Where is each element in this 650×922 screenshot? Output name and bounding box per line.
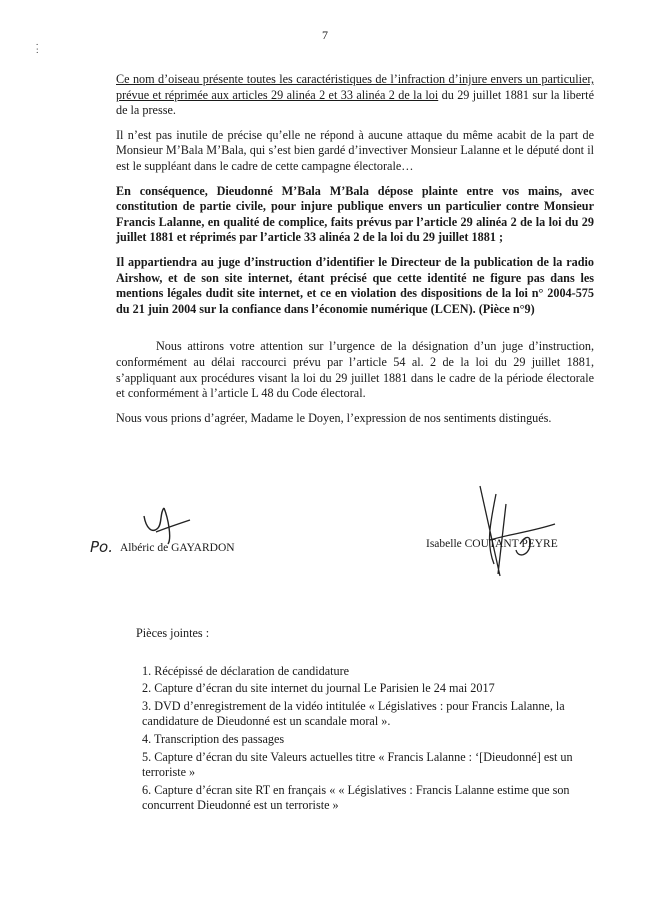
paragraph-urgency: Nous attirons votre attention sur l’urgence de la désignation d’un juge d’instruction, conformément au délai raccourci prévu par l’article 54 al. 2 de la loi du 29 juillet 1881, s’appliquant aux procédures visant la loi du 29 juillet 1881 dans le cadre de la période électorale et conformément à l’article L 48 du Code électoral. xyxy=(116,339,594,401)
po-annotation: Po. xyxy=(90,538,113,556)
attachments-list xyxy=(142,664,596,814)
signature-left-name: Albéric de GAYARDON xyxy=(120,542,235,554)
attachment-item: 3. DVD d’enregistrement de la vidéo intitulée « Législatives : pour Francis Lalanne, la candidature de Dieudonné est un scandale moral ». xyxy=(142,698,565,729)
paragraph-closing: Nous vous prions d’agréer, Madame le Doyen, l’expression de nos sentiments distingués. xyxy=(116,410,552,425)
signature-block xyxy=(0,492,650,582)
signature-right xyxy=(420,492,620,582)
signature-left-image xyxy=(138,498,198,548)
page-number: 7 xyxy=(322,28,328,42)
paragraph-no-attack: Il n’est pas inutile de précise qu’elle ne répond à aucune attaque du même acabit de la part de Monsieur M’Bala M’Bala, qui s’est bien gardé d’invectiver Monsieur Lalanne et le député dont il est le suppléant dans le cadre de cette campagne électorale… xyxy=(116,127,594,173)
signature-right-name: Isabelle COUTANT PEYRE xyxy=(426,538,558,550)
paragraph-injure-rest: du 29 juillet 1881 sur la liberté de la presse. xyxy=(116,87,594,118)
signature-left xyxy=(90,492,290,582)
paragraph-instruction: Il appartiendra au juge d’instruction d’identifier le Directeur de la publication de la radio Airshow, et de son site internet, étant précisé que cette identité ne figure pas dans les mentions légales dudit site internet, et ce en violation des dispositions de la loi n° 2004-575 du 21 juin 2004 sur la confiance dans l’économie numérique (LCEN). (Pièce n°9) xyxy=(116,254,594,316)
attachment-item: 2. Capture d’écran du site internet du journal Le Parisien le 24 mai 2017 xyxy=(142,681,495,696)
signature-right-image xyxy=(460,484,570,584)
paragraph-injure xyxy=(116,72,594,119)
underlined-text: Ce nom d’oiseau présente toutes les caractéristiques de l’infraction d’injure envers un particulier, prévue et réprimée aux articles 29 alinéa 2 et 33 alinéa 2 de la loi xyxy=(116,72,594,102)
attachment-item: 6. Capture d’écran site RT en français « « Législatives : Francis Lalanne estime que son concurrent Dieudonné est un terroriste » xyxy=(142,782,570,813)
attachment-item: 5. Capture d’écran du site Valeurs actuelles titre « Francis Lalanne : ‘[Dieudonné] est un terroriste » xyxy=(142,749,573,780)
letter-body xyxy=(116,72,594,435)
attachments-title: Pièces jointes : xyxy=(136,626,210,640)
attachment-item: 1. Récépissé de déclaration de candidature xyxy=(142,663,350,678)
attachment-item: 4. Transcription des passages xyxy=(142,731,285,746)
paragraph-complaint: En conséquence, Dieudonné M’Bala M’Bala dépose plainte entre vos mains, avec constitution de partie civile, pour injure publique envers un particulier contre Monsieur Francis Lalanne, en qualité de complice, faits prévus par l’article 29 alinéa 2 de la loi du 29 juillet 1881 et réprimés par l’article 33 alinéa 2 de la loi du 29 juillet 1881 ; xyxy=(116,183,594,245)
attachments xyxy=(136,626,596,816)
margin-marks: . : xyxy=(36,37,39,55)
